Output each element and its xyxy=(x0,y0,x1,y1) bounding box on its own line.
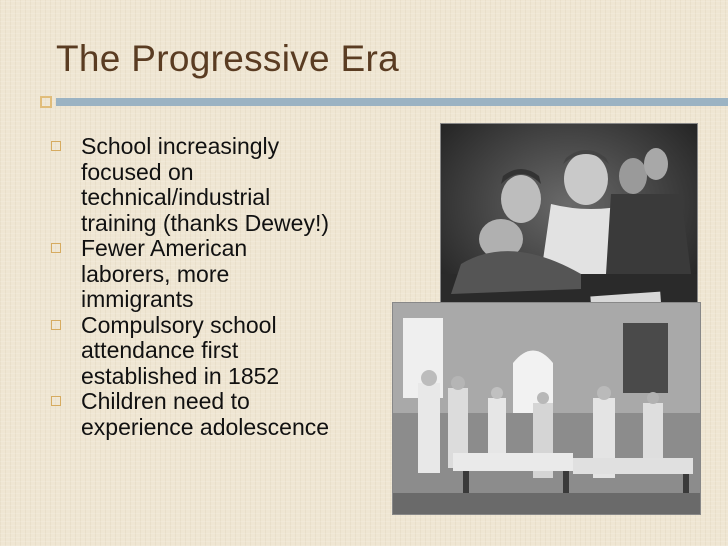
bullet-text: Fewer American laborers, more immigrants xyxy=(81,235,248,312)
bullet-item xyxy=(48,236,338,313)
cooking-class-photo xyxy=(393,303,700,514)
square-bullet-icon xyxy=(51,141,61,151)
bullet-list xyxy=(48,134,338,440)
bullet-item xyxy=(48,313,338,390)
title-divider-bar xyxy=(56,98,728,106)
bullet-text: School increasingly focused on technical/industrial training (thanks Dewey!) xyxy=(81,133,329,236)
bullet-item xyxy=(48,389,338,440)
divider-square-icon xyxy=(40,96,52,108)
bullet-text: Compulsory school attendance first established in 1852 xyxy=(81,311,280,389)
classroom-boys-photo xyxy=(441,124,697,325)
square-bullet-icon xyxy=(51,396,61,406)
square-bullet-icon xyxy=(51,243,61,253)
square-bullet-icon xyxy=(51,320,61,330)
slide-title: The Progressive Era xyxy=(56,38,399,79)
bullet-item xyxy=(48,134,338,236)
bullet-text: Children need to experience adolescence xyxy=(81,388,330,440)
